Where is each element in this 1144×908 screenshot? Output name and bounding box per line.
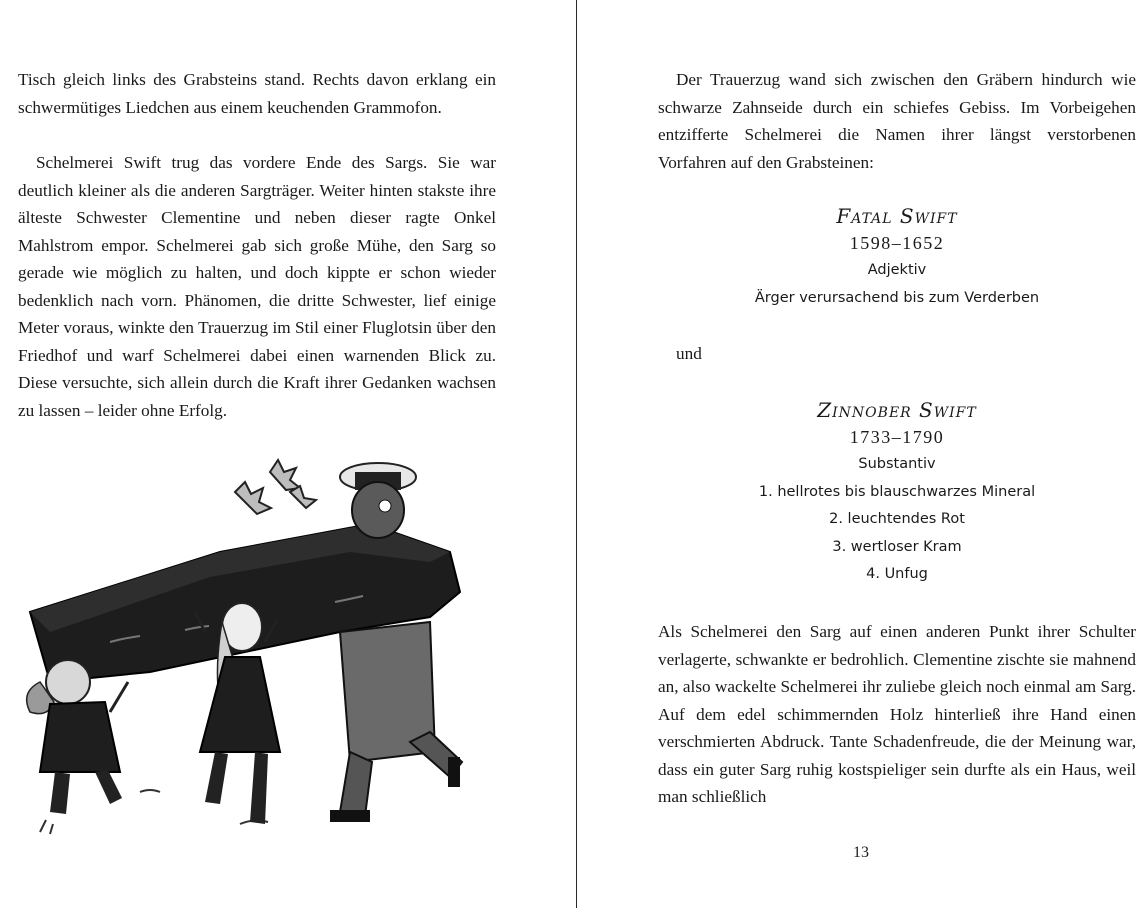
epitaph-name: Fatal Swift <box>836 204 958 228</box>
book-gutter <box>576 0 577 908</box>
epitaph-word-class: Substantiv <box>858 456 936 472</box>
epitaph-zinnober-swift <box>658 396 1136 589</box>
left-paragraph-2: Schelmerei Swift trug das vordere Ende des Sargs. Sie war deutlich kleiner als die anderen Sargträger. Weiter hinten stakste ihre älteste Schwester Clementine und neben dieser ragte Onkel Mahlstrom empor. Schelmerei gab sich große Mühe, den Sarg so gerade wie möglich zu halten, und doch kippte er schon wieder bedenklich nach vorn. Phänomen, die dritte Schwester, lief einige Meter voraus, winkte den Trauerzug im Stil einer Fluglotsin über den Friedhof und warf Schelmerei dabei einen warnenden Blick zu. Diese versuchte, sich allein durch die Kraft ihrer Gedanken wachsen zu lassen – leider ohne Erfolg. <box>18 153 496 420</box>
epitaph-definition: Ärger verursachend bis zum Verderben <box>754 289 1040 306</box>
right-paragraph-1: Der Trauerzug wand sich zwischen den Gräbern hindurch wie schwarze Zahnseide durch ein schiefes Gebiss. Im Vorbeigehen entzifferte Schelmerei die Namen ihrer längst verstorbenen Vorfahren auf den Grabsteinen: <box>658 70 1136 172</box>
page-number: 13 <box>853 844 869 861</box>
epitaph-fatal-swift <box>658 202 1136 312</box>
epitaph-name: Zinnober Swift <box>817 398 977 422</box>
connector-text: und <box>676 344 702 363</box>
left-paragraph-1: Tisch gleich links des Grabsteins stand. Rechts davon erklang ein schwermütiges Liedchen aus einem keuchenden Grammofon. <box>18 70 496 117</box>
epitaph-word-class: Adjektiv <box>867 262 927 278</box>
epitaph-definition-1: 1. hellrotes bis blauschwarzes Mineral <box>758 483 1036 500</box>
epitaph-definition-2: 2. leuchtendes Rot <box>829 511 965 527</box>
coffin-bearers-illustration <box>10 432 470 852</box>
epitaph-definition-4: 4. Unfug <box>866 566 928 582</box>
right-page <box>578 0 1144 908</box>
right-paragraph-2: Als Schelmerei den Sarg auf einen anderen Punkt ihrer Schulter verlagerte, schwankte er bedrohlich. Clementine zischte sie mahnend an, also wackelte Schelmerei ihr zuliebe gleich noch einmal am Sarg. Auf dem edel schimmernden Holz hinterließ ihre Hand einen verschmierten Abdruck. Tante Schadenfreude, die der Meinung war, dass ein guter Sarg ruhig kostspieliger sein durfte als ein Haus, weil man schließlich <box>658 622 1136 806</box>
epitaph-years: 1733–1790 <box>849 427 945 447</box>
epitaph-years: 1598–1652 <box>849 233 945 253</box>
epitaph-definition-3: 3. wertloser Kram <box>832 538 962 555</box>
